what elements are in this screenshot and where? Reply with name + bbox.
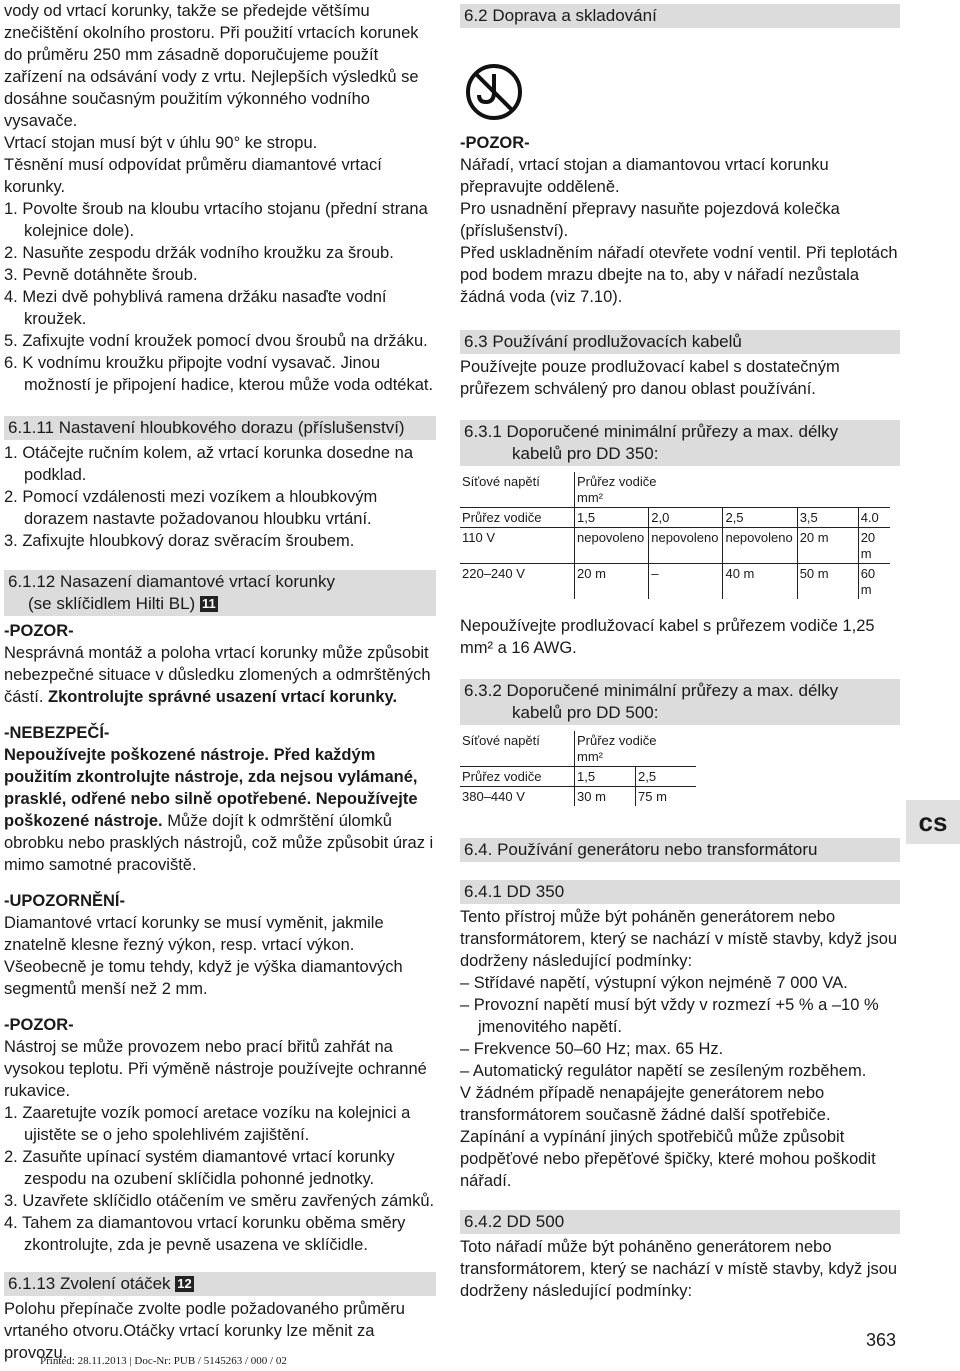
warning-text-bold: Zkontrolujte správné usazení vrtací korunky. — [48, 688, 398, 706]
table-cell: 20 m — [575, 564, 649, 600]
table-cell: 1,5 — [575, 508, 649, 528]
page-number: 363 — [866, 1330, 897, 1350]
left-column — [4, 0, 436, 1364]
danger-text-bold: Nepoužívejte poškozené nástroje. Před každým použitím zkontrolujte nástroje, zda nejsou vylámané, prasklé, odřené nebo silně opotřebené. Nepoužívejte poškozené nástroje. — [4, 746, 418, 830]
depth-stop-steps — [4, 442, 436, 552]
table-row — [460, 767, 696, 787]
section-title: 6.1.13 Zvolení otáček — [8, 1274, 171, 1293]
table-header — [575, 472, 891, 508]
table-cell: 75 m — [636, 787, 697, 807]
table-cell: nepovoleno — [575, 528, 649, 564]
table-cell: 4.0 — [858, 508, 890, 528]
figure-badge: 12 — [177, 1276, 192, 1291]
list-item: 2. Nasuňte zespodu držák vodního kroužku za šroub. — [4, 244, 394, 262]
table-header-text: Průřez vodiče — [577, 474, 657, 489]
section-title: 6.3.2 Doporučené minimální průřezy a max. délky — [464, 681, 839, 700]
table-unit: mm² — [577, 749, 603, 764]
cable-table-dd350 — [460, 472, 890, 599]
generator-text: Tento přístroj může být poháněn generátorem nebo transformátorem, který se nachází v místě stavby, když jsou dodrženy následující podmínky: — [460, 908, 898, 970]
table-cell: 110 V — [460, 528, 575, 564]
table-header — [575, 731, 697, 767]
table-cell: Průřez vodiče — [460, 767, 575, 787]
list-item: 4. Mezi dvě pohyblivá ramena držáku nasaďte vodní kroužek. — [4, 288, 387, 328]
section-heading-6-3: 6.3 Používání prodlužovacích kabelů — [460, 330, 900, 354]
list-item: 4. Tahem za diamantovou vrtací korunku oběma směry zkontrolujte, zda je pevně usazena ve sklíčidle. — [4, 1214, 406, 1254]
caution-text: Diamantové vrtací korunky se musí vyměnit, jakmile znatelně klesne řezný výkon, resp. vrtací výkon. Všeobecně je tomu tehdy, když je výška diamantových segmentů menší než 2 mm. — [4, 914, 403, 998]
list-item: – Frekvence 50–60 Hz; max. 65 Hz. — [460, 1040, 724, 1058]
section-title: 6.1.11 Nastavení hloubkového dorazu — [8, 418, 294, 437]
core-bit-steps — [4, 1102, 436, 1256]
table-header-text: Průřez vodiče — [577, 733, 657, 748]
table-cell: nepovoleno — [649, 528, 723, 564]
intro-paragraph: vody od vrtací korunky, takže se předejde většímu znečištění okolního prostoru. Při použití vrtacích korunek do průměru 250 mm zásadně doporučujeme použít zařízení na odsávání vody z vrtu. Nejlepších výsledků se dosáhne současným použitím výkonného vodního vysavače. — [4, 2, 419, 130]
table-cell: Průřez vodiče — [460, 508, 575, 528]
section-subtitle — [8, 593, 432, 615]
table-cell: 2,0 — [649, 508, 723, 528]
warning-text — [4, 642, 436, 708]
table-cell: 40 m — [723, 564, 797, 600]
table-cell: – — [649, 564, 723, 600]
print-footer: Printed: 28.11.2013 | Doc-Nr: PUB / 5145263 / 000 / 02 — [40, 1355, 287, 1367]
section-heading-6-1-13 — [4, 1272, 436, 1296]
table-cell: 220–240 V — [460, 564, 575, 600]
list-item: 3. Zafixujte hloubkový doraz svěracím šroubem. — [4, 532, 355, 550]
section-heading-6-4: 6.4. Používání generátoru nebo transformátoru — [460, 838, 900, 862]
table-cell: 30 m — [575, 787, 636, 807]
seal-note: Těsnění musí odpovídat průměru diamantové vrtací korunky. — [4, 156, 382, 196]
list-item: 6. K vodnímu kroužku připojte vodní vysavač. Jinou možností je připojení hadice, kterou může voda odtékat. — [4, 354, 434, 394]
language-tab: cs — [906, 800, 960, 844]
danger-text-body: Může dojít k odmrštění úlomků obrobku nebo prasklých nástrojů, což může způsobit úraz i mimo samotné pracoviště. — [4, 812, 434, 874]
table-cell: 380–440 V — [460, 787, 575, 807]
cable-table-dd500 — [460, 731, 696, 806]
section-heading-6-1-12 — [4, 570, 436, 616]
table-cell: 3,5 — [797, 508, 858, 528]
warning-text-2: Nástroj se může provozem nebo prací břitů zahřát na vysokou teplotu. Při výměně nástroje používejte ochranné rukavice. — [4, 1038, 427, 1100]
section-heading-6-4-2: 6.4.2 DD 500 — [460, 1210, 900, 1234]
warning-label: -POZOR- — [4, 622, 74, 640]
table-cell: 2,5 — [636, 767, 697, 787]
no-crane-hook-icon — [464, 62, 524, 122]
section-heading-6-2: 6.2 Doprava a skladování — [460, 4, 900, 28]
stand-angle-note: Vrtací stojan musí být v úhlu 90° ke stropu. — [4, 134, 318, 152]
warning-label-2: -POZOR- — [4, 1016, 74, 1034]
table-cell: 20 m — [858, 528, 890, 564]
transport-text-3: Před uskladněním nářadí otevřete vodní ventil. Při teplotách pod bodem mrazu dbejte na to, aby v nářadí nezůstala žádná voda (viz 7.10). — [460, 244, 898, 306]
section-title-line2: kabelů pro DD 500: — [512, 703, 659, 722]
list-item: 1. Zaaretujte vozík pomocí aretace vozíku na kolejnici a ujistěte se o jeho spolehlivém zajištění. — [4, 1104, 411, 1144]
table-cell: 2,5 — [723, 508, 797, 528]
table-row — [460, 528, 890, 564]
table-cell: 1,5 — [575, 767, 636, 787]
list-item: – Automatický regulátor napětí se zesíleným rozběhem. — [460, 1062, 867, 1080]
list-item: 2. Pomocí vzdálenosti mezi vozíkem a hloubkovým dorazem nastavte požadovanou hloubku vrtání. — [4, 488, 378, 528]
figure-badge: 11 — [201, 596, 216, 611]
danger-label: -NEBEZPEČÍ- — [4, 724, 110, 742]
transport-text-2: Pro usnadnění přepravy nasuňte pojezdová kolečka (příslušenství). — [460, 200, 840, 240]
list-item: 1. Otáčejte ručním kolem, až vrtací korunka dosedne na podklad. — [4, 444, 414, 484]
table-cell: 50 m — [797, 564, 858, 600]
list-item: 3. Uzavřete sklíčidlo otáčením ve směru zavřených zámků. — [4, 1192, 435, 1210]
right-column — [460, 0, 900, 1302]
list-item: 5. Zafixujte vodní kroužek pomocí dvou šroubů na držáku. — [4, 332, 428, 350]
section-title: 6.1.12 Nasazení diamantové vrtací korunky — [8, 572, 335, 591]
list-item: 3. Pevně dotáhněte šroub. — [4, 266, 198, 284]
table-row — [460, 564, 890, 600]
table-cell: nepovoleno — [723, 528, 797, 564]
section-title-suffix: (příslušenství) — [293, 418, 405, 437]
transport-text-1: Nářadí, vrtací stojan a diamantovou vrtací korunku přepravujte odděleně. — [460, 156, 829, 196]
danger-text — [4, 744, 436, 876]
generator-note: V žádném případě nenapájejte generátorem nebo transformátorem současně žádné další spotřebiče. Zapínání a vypínání jiných spotřebičů může způsobit podpěťové nebo přepěťové špičky, které mohou poškodit nářadí. — [460, 1084, 876, 1190]
generator-text-dd500: Toto nářadí může být poháněno generátorem nebo transformátorem, který se nachází v místě stavby, když jsou dodrženy následující podmínky: — [460, 1238, 898, 1300]
table-cell: 20 m — [797, 528, 858, 564]
section-title: 6.3.1 Doporučené minimální průřezy a max. délky — [464, 422, 839, 441]
speed-text: Polohu přepínače zvolte podle požadovaného průměru vrtaného otvoru.Otáčky vrtací korunky lze měnit za provozu. — [4, 1300, 405, 1362]
water-ring-steps — [4, 198, 436, 396]
table-header: Síťové napětí — [462, 474, 540, 489]
list-item: 1. Povolte šroub na kloubu vrtacího stojanu (přední strana kolejnice dole). — [4, 200, 428, 240]
generator-conditions — [460, 972, 900, 1082]
transport-warning-label: -POZOR- — [460, 134, 530, 152]
table-row — [460, 787, 696, 807]
section-heading-6-1-11 — [4, 416, 436, 440]
section-title-line2: kabelů pro DD 350: — [512, 444, 659, 463]
caution-label: -UPOZORNĚNÍ- — [4, 892, 125, 910]
table-header: Síťové napětí — [462, 733, 540, 748]
section-subtitle-text: (se sklíčidlem Hilti BL) — [28, 594, 196, 613]
list-item: – Střídavé napětí, výstupní výkon nejméně 7 000 VA. — [460, 974, 848, 992]
extension-cable-text: Používejte pouze prodlužovací kabel s dostatečným průřezem schválený pro danou oblast používání. — [460, 358, 840, 398]
list-item: – Provozní napětí musí být vždy v rozmezí +5 % a –10 % jmenovitého napětí. — [460, 996, 879, 1036]
section-heading-6-3-1 — [460, 420, 900, 466]
table-row — [460, 508, 890, 528]
cable-table-note: Nepoužívejte prodlužovací kabel s průřezem vodiče 1,25 mm² a 16 AWG. — [460, 617, 875, 657]
section-heading-6-3-2 — [460, 679, 900, 725]
table-unit: mm² — [577, 490, 603, 505]
warning-text-body: Nesprávná montáž a poloha vrtací korunky může způsobit nebezpečné situace v důsledku zlomených a odmrštěných částí. — [4, 644, 431, 706]
section-heading-6-4-1: 6.4.1 DD 350 — [460, 880, 900, 904]
list-item: 2. Zasuňte upínací systém diamantové vrtací korunky zespodu na ozubení sklíčidla pohonné jednotky. — [4, 1148, 395, 1188]
table-cell: 60 m — [858, 564, 890, 600]
